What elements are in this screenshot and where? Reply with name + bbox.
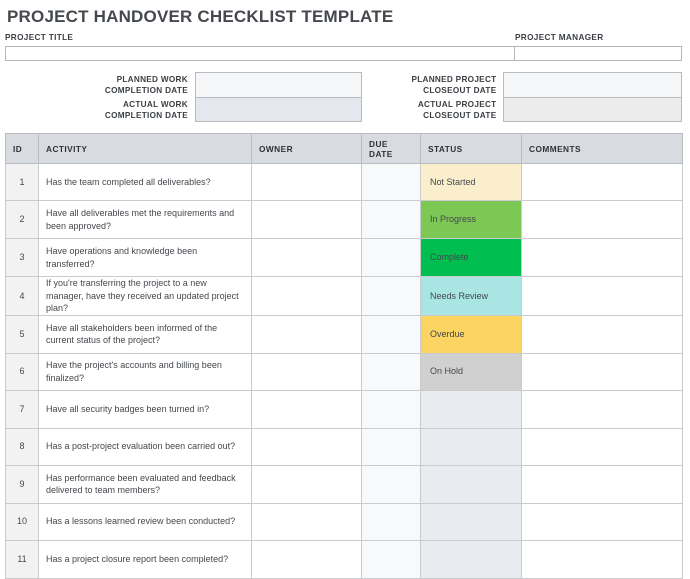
actual-project-row (363, 97, 682, 122)
row-id-cell: 3 (6, 239, 39, 277)
dates-left-spacer (5, 72, 23, 122)
row-due-date-input-cell[interactable] (362, 353, 421, 390)
row-comments-input-cell[interactable] (522, 465, 683, 503)
table-row (6, 164, 683, 201)
column-header-due-date (362, 134, 421, 164)
row-owner-input-cell[interactable] (252, 353, 362, 390)
row-due-date-input-cell[interactable] (362, 390, 421, 428)
row-owner-input-cell[interactable] (252, 503, 362, 540)
actual-work-date-input[interactable] (195, 97, 363, 122)
table-row (6, 277, 683, 316)
row-activity-cell: Has a project closure report been completed? (39, 540, 252, 578)
column-header-due-date-line2: DATE (369, 148, 393, 159)
actual-project-label (363, 97, 503, 122)
table-row (6, 390, 683, 428)
row-status-cell[interactable]: Not Started (421, 164, 522, 201)
row-activity-cell: If you're transferring the project to a new manager, have they received an updated project plan? (39, 277, 252, 316)
column-header-comments: COMMENTS (522, 134, 683, 164)
row-owner-input-cell[interactable] (252, 465, 362, 503)
table-row (6, 503, 683, 540)
table-header-row (6, 134, 683, 164)
row-comments-input-cell[interactable] (522, 164, 683, 201)
row-due-date-input-cell[interactable] (362, 277, 421, 316)
table-row (6, 428, 683, 465)
planned-project-row (363, 72, 682, 97)
column-header-id: ID (6, 134, 39, 164)
planned-work-label-line1: PLANNED WORK (116, 74, 188, 84)
row-owner-input-cell[interactable] (252, 239, 362, 277)
dates-block (5, 72, 682, 122)
row-activity-cell: Has a post-project evaluation been carried out? (39, 428, 252, 465)
row-status-cell[interactable] (421, 465, 522, 503)
table-row (6, 465, 683, 503)
row-id-cell: 5 (6, 315, 39, 353)
row-due-date-input-cell[interactable] (362, 428, 421, 465)
actual-work-label-line1: ACTUAL WORK (122, 99, 188, 109)
planned-work-label (23, 72, 195, 97)
project-title-field-group (5, 33, 515, 61)
row-activity-cell: Have all stakeholders been informed of the current status of the project? (39, 315, 252, 353)
row-activity-cell: Has a lessons learned review been conducted? (39, 503, 252, 540)
planned-project-date-input[interactable] (503, 72, 682, 97)
table-row (6, 315, 683, 353)
row-status-cell[interactable]: In Progress (421, 201, 522, 239)
checklist-table-body (6, 164, 683, 579)
row-id-cell: 1 (6, 164, 39, 201)
table-row (6, 353, 683, 390)
row-owner-input-cell[interactable] (252, 277, 362, 316)
row-activity-cell: Have operations and knowledge been transferred? (39, 239, 252, 277)
row-comments-input-cell[interactable] (522, 503, 683, 540)
row-id-cell: 7 (6, 390, 39, 428)
actual-work-row (23, 97, 363, 122)
column-header-status: STATUS (421, 134, 522, 164)
row-comments-input-cell[interactable] (522, 239, 683, 277)
row-activity-cell: Has the team completed all deliverables? (39, 164, 252, 201)
row-id-cell: 6 (6, 353, 39, 390)
actual-project-date-input[interactable] (503, 97, 682, 122)
table-row (6, 540, 683, 578)
project-manager-input[interactable] (515, 46, 682, 61)
actual-work-label (23, 97, 195, 122)
row-id-cell: 11 (6, 540, 39, 578)
row-status-cell[interactable] (421, 390, 522, 428)
checklist-table-head (6, 134, 683, 164)
actual-project-label-line1: ACTUAL PROJECT (417, 99, 497, 109)
row-owner-input-cell[interactable] (252, 315, 362, 353)
row-status-cell[interactable]: Overdue (421, 315, 522, 353)
project-title-input[interactable] (5, 46, 515, 61)
table-row (6, 201, 683, 239)
row-activity-cell: Have all security badges been turned in? (39, 390, 252, 428)
row-status-cell[interactable] (421, 428, 522, 465)
planned-work-label-line2: COMPLETION DATE (104, 85, 188, 95)
row-status-cell[interactable] (421, 503, 522, 540)
row-id-cell: 2 (6, 201, 39, 239)
row-due-date-input-cell[interactable] (362, 164, 421, 201)
row-comments-input-cell[interactable] (522, 428, 683, 465)
row-owner-input-cell[interactable] (252, 390, 362, 428)
planned-work-date-input[interactable] (195, 72, 363, 97)
row-status-cell[interactable] (421, 540, 522, 578)
row-id-cell: 8 (6, 428, 39, 465)
row-owner-input-cell[interactable] (252, 540, 362, 578)
row-comments-input-cell[interactable] (522, 540, 683, 578)
planned-work-row (23, 72, 363, 97)
row-owner-input-cell[interactable] (252, 428, 362, 465)
planned-project-label-line1: PLANNED PROJECT (411, 74, 497, 84)
planned-project-label (363, 72, 503, 97)
column-header-activity: ACTIVITY (39, 134, 252, 164)
row-due-date-input-cell[interactable] (362, 239, 421, 277)
row-id-cell: 4 (6, 277, 39, 316)
row-owner-input-cell[interactable] (252, 164, 362, 201)
project-dates-group (363, 72, 682, 122)
row-due-date-input-cell[interactable] (362, 540, 421, 578)
actual-project-label-line2: CLOSEOUT DATE (423, 110, 497, 120)
row-comments-input-cell[interactable] (522, 390, 683, 428)
project-manager-label: PROJECT MANAGER (515, 33, 604, 42)
row-due-date-input-cell[interactable] (362, 315, 421, 353)
row-due-date-input-cell[interactable] (362, 503, 421, 540)
row-due-date-input-cell[interactable] (362, 465, 421, 503)
row-id-cell: 9 (6, 465, 39, 503)
project-manager-field-group (515, 33, 682, 61)
row-status-cell[interactable]: On Hold (421, 353, 522, 390)
row-comments-input-cell[interactable] (522, 201, 683, 239)
row-due-date-input-cell[interactable] (362, 201, 421, 239)
row-activity-cell: Has performance been evaluated and feedback delivered to team members? (39, 465, 252, 503)
column-header-owner: OWNER (252, 134, 362, 164)
row-owner-input-cell[interactable] (252, 201, 362, 239)
checklist-table-wrapper (5, 133, 682, 579)
checklist-table (5, 133, 683, 579)
row-status-cell[interactable]: Complete (421, 239, 522, 277)
row-comments-input-cell[interactable] (522, 277, 683, 316)
row-comments-input-cell[interactable] (522, 353, 683, 390)
row-status-cell[interactable]: Needs Review (421, 277, 522, 316)
column-header-due-date-line1: DUE (369, 138, 388, 149)
planned-project-label-line2: CLOSEOUT DATE (423, 85, 497, 95)
row-comments-input-cell[interactable] (522, 315, 683, 353)
table-row (6, 239, 683, 277)
page-title: PROJECT HANDOVER CHECKLIST TEMPLATE (7, 7, 394, 26)
work-dates-group (23, 72, 363, 122)
row-activity-cell: Have all deliverables met the requirements and been approved? (39, 201, 252, 239)
row-id-cell: 10 (6, 503, 39, 540)
project-title-label: PROJECT TITLE (5, 33, 74, 42)
actual-work-label-line2: COMPLETION DATE (104, 110, 188, 120)
identification-row (5, 33, 682, 61)
row-activity-cell: Have the project's accounts and billing been finalized? (39, 353, 252, 390)
